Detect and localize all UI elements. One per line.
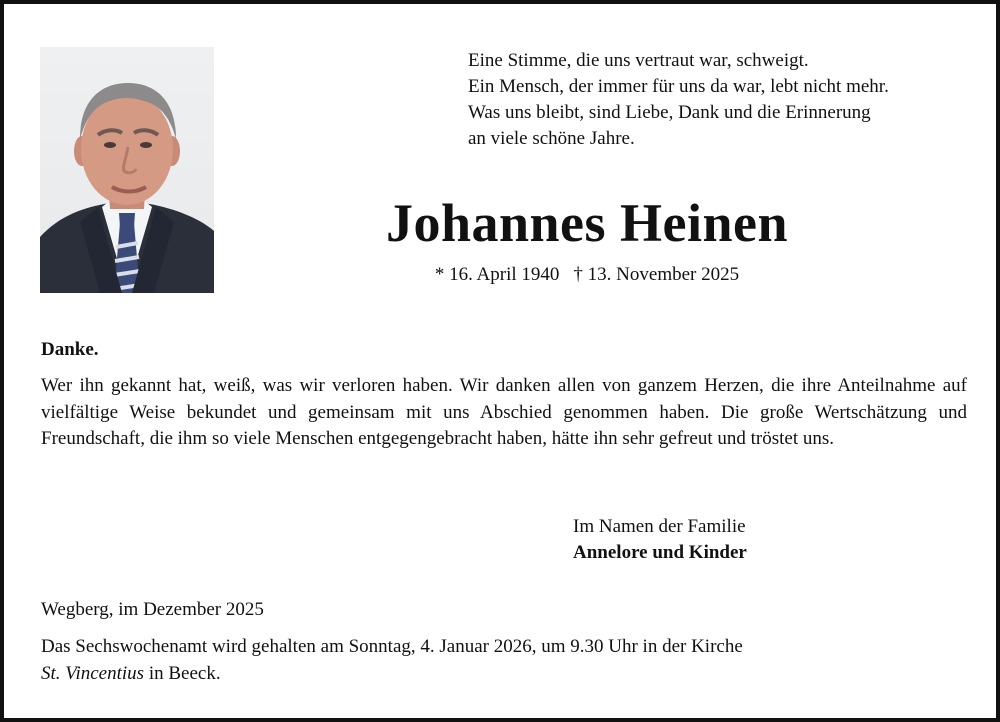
family-names: Annelore und Kinder [573, 542, 747, 563]
life-dates [304, 262, 870, 288]
church-name: St. Vincentius [41, 663, 145, 684]
service-notice [41, 633, 967, 687]
family-signature [573, 514, 747, 566]
thanks-heading: Danke. [41, 339, 99, 360]
service-text: Das Sechswochenamt wird gehalten am Sonntag, 4. Januar 2026, um 9.30 Uhr in der Kirche [41, 636, 743, 657]
service-location: in Beeck. [144, 663, 221, 684]
poem-line: Eine Stimme, die uns vertraut war, schweigt. [468, 50, 809, 71]
poem-line: an viele schöne Jahre. [468, 128, 635, 149]
portrait-photo [40, 47, 214, 293]
thanks-text: Wer ihn gekannt hat, weiß, was wir verloren haben. Wir danken allen von ganzem Herzen, die ihre Anteilnahme auf vielfältige Weise bekundet und gemeinsam mit uns Abschied genommen haben. Die große Wertschätzung und Freundschaft, die ihm so viele Menschen entgegengebracht haben, hätte ihn sehr gefreut und tröstet uns. [41, 375, 967, 449]
family-intro: Im Namen der Familie [573, 516, 746, 537]
place-date: Wegberg, im Dezember 2025 [41, 599, 264, 620]
memorial-poem [468, 48, 889, 152]
deceased-name: Johannes Heinen [385, 193, 789, 253]
poem-line: Was uns bleibt, sind Liebe, Dank und die Erinnerung [468, 102, 871, 123]
birth-date: * 16. April 1940 [434, 264, 560, 285]
death-date: † 13. November 2025 [573, 264, 740, 285]
poem-line: Ein Mensch, der immer für uns da war, lebt nicht mehr. [468, 76, 889, 97]
